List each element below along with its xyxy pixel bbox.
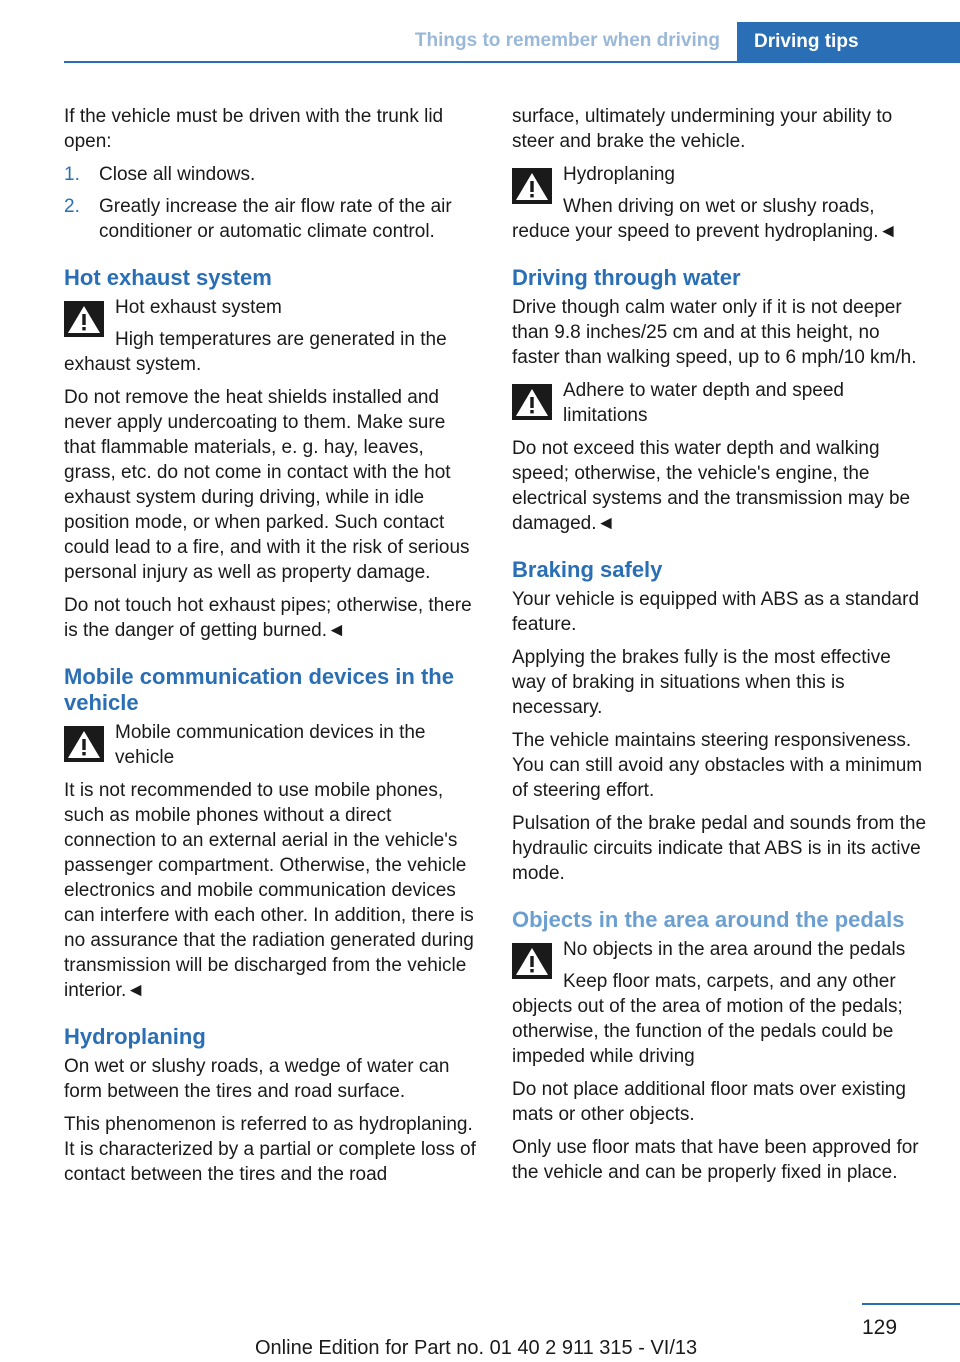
heading-hot-exhaust: Hot exhaust system	[64, 265, 272, 290]
section-tab-label: Driving tips	[754, 31, 859, 52]
paragraph: Drive though calm water only if it is not deeper than 9.8 inches/25 cm and at this height, no faster than walking speed, up to 6 mph/10 km/h.	[512, 297, 917, 368]
paragraph: Do not touch hot exhaust pipes; otherwise, there is the danger of getting burned.◄	[64, 595, 472, 641]
section-tab[interactable]	[737, 22, 960, 63]
paragraph: Your vehicle is equipped with ABS as a standard feature.	[512, 589, 920, 635]
paragraph: The vehicle maintains steering responsiveness. You can still avoid any obstacles with a minimum of steering effort.	[512, 730, 923, 801]
paragraph: On wet or slushy roads, a wedge of water can form between the tires and road surface.	[64, 1056, 450, 1102]
warning-hydroplaning	[512, 162, 928, 244]
paragraph: Do not place additional floor mats over existing mats or other objects.	[512, 1079, 906, 1125]
paragraph: Only use floor mats that have been approved for the vehicle and can be properly fixed in place.	[512, 1137, 919, 1183]
step-number: 2.	[64, 196, 80, 217]
left-column	[64, 104, 476, 1195]
list-item	[64, 194, 476, 244]
edition-footer: Online Edition for Part no. 01 40 2 911 315 - VI/13	[255, 1337, 698, 1359]
warning-text: Keep floor mats, carpets, and any other objects out of the area of motion of the pedals; otherwise, the function of the pedals could be impeded while driving	[512, 971, 903, 1067]
warning-water-depth	[512, 378, 928, 428]
heading-pedals: Objects in the area around the pedals	[512, 907, 905, 932]
warning-hot-exhaust	[64, 295, 476, 377]
warning-triangle-icon	[512, 943, 552, 979]
chapter-title: Things to remember when driving	[414, 30, 720, 51]
warning-mobile-devices	[64, 720, 476, 770]
page-number: 129	[862, 1316, 898, 1339]
warning-title: Hydroplaning	[563, 164, 675, 185]
paragraph: It is not recommended to use mobile phones, such as mobile phones without a direct connection to an external aerial in the vehicle's passenger compartment. Otherwise, the vehicle electronics and mobile communication devices can interfere with each other. In addition, there is no assurance that the radiation generated during transmission will be discharged from the vehicle interior.◄	[64, 780, 474, 1001]
step-text: Greatly increase the air flow rate of the air conditioner or automatic climate control.	[99, 196, 452, 242]
warning-triangle-icon	[64, 726, 104, 762]
heading-driving-through-water: Driving through water	[512, 265, 741, 290]
warning-title: Mobile communication devices in the vehicle	[115, 722, 426, 768]
paragraph: surface, ultimately undermining your ability to steer and brake the vehicle.	[512, 106, 893, 152]
paragraph: Applying the brakes fully is the most effective way of braking in situations when this is necessary.	[512, 647, 891, 718]
warning-title: Adhere to water depth and speed limitations	[563, 380, 844, 426]
trunk-intro: If the vehicle must be driven with the trunk lid open:	[64, 106, 444, 152]
paragraph: Do not remove the heat shields installed and never apply undercoating to them. Make sure that flammable materials, e. g. hay, leaves, grass, etc. do not come in contact with the hot exhaust system during driving, while in idle position mode, or when parked. Such contact could lead to a fire, and with it the risk of serious personal injury as well as property damage.	[64, 387, 470, 583]
paragraph: Pulsation of the brake pedal and sounds from the hydraulic circuits indicate that ABS is in its active mode.	[512, 813, 927, 884]
heading-mobile-devices: Mobile communication devices in the vehicle	[64, 664, 454, 715]
step-text: Close all windows.	[99, 164, 256, 185]
warning-text: High temperatures are generated in the exhaust system.	[64, 329, 447, 375]
warning-text: When driving on wet or slushy roads, reduce your speed to prevent hydroplaning.◄	[512, 196, 898, 242]
warning-title: No objects in the area around the pedals	[563, 939, 906, 960]
list-item	[64, 162, 476, 187]
paragraph: This phenomenon is referred to as hydroplaning. It is characterized by a partial or complete loss of contact between the tires and the road	[64, 1114, 476, 1185]
paragraph: Do not exceed this water depth and walking speed; otherwise, the vehicle's engine, the electrical systems and the transmission may be damaged.◄	[512, 438, 911, 534]
steps-list	[64, 162, 476, 244]
warning-triangle-icon	[64, 301, 104, 337]
heading-braking-safely: Braking safely	[512, 557, 663, 582]
warning-triangle-icon	[512, 384, 552, 420]
heading-hydroplaning: Hydroplaning	[64, 1024, 206, 1049]
right-column	[512, 104, 928, 1193]
footer-rule	[862, 1303, 960, 1305]
warning-title: Hot exhaust system	[115, 297, 282, 318]
warning-pedals	[512, 937, 928, 1069]
warning-triangle-icon	[512, 168, 552, 204]
step-number: 1.	[64, 164, 80, 185]
